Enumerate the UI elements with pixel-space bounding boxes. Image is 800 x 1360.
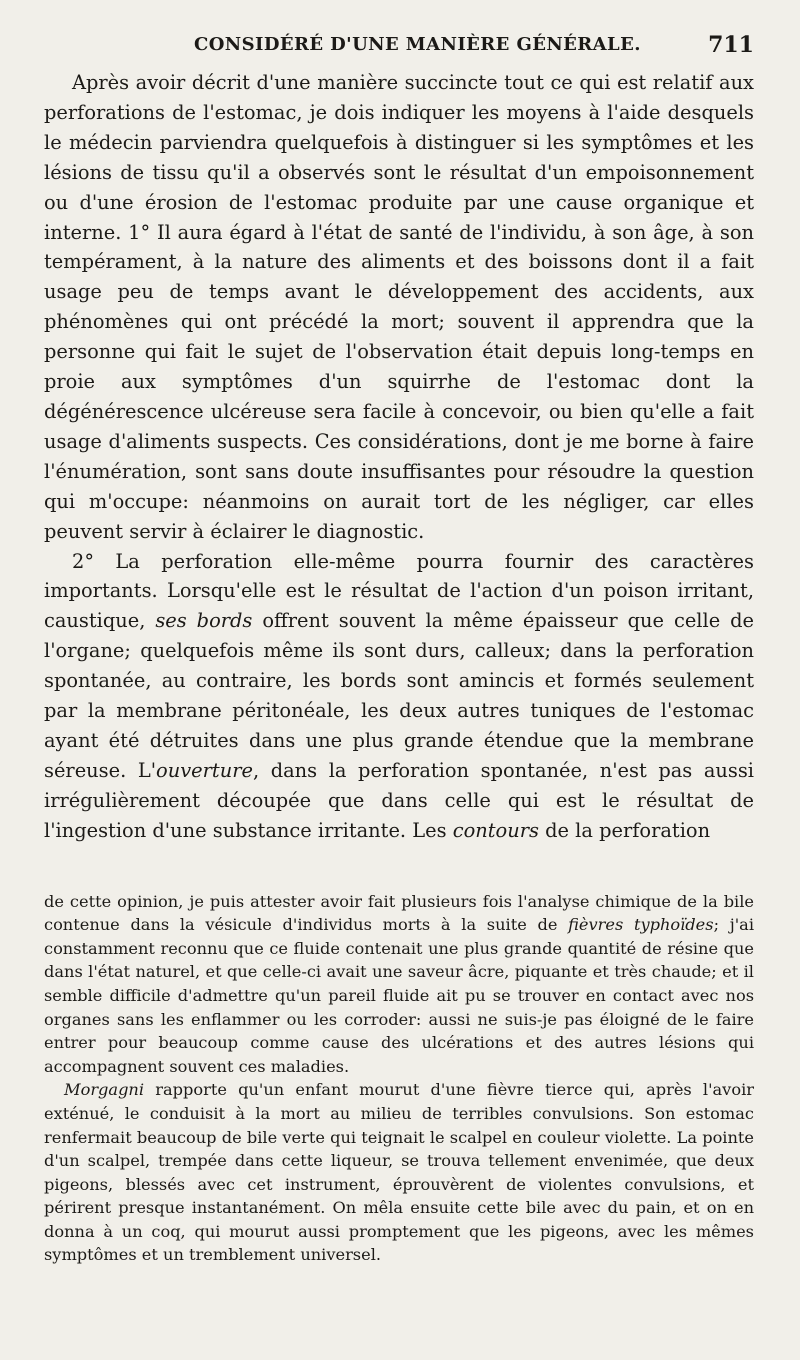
footnotes xyxy=(44,890,754,1268)
running-head: CONSIDÉRÉ D'UNE MANIÈRE GÉNÉRALE. xyxy=(194,34,641,55)
emphasis-ses-bords: ses bords xyxy=(155,609,253,633)
footnote-1-text-b: ; j'ai constamment reconnu que ce fluide contenait une plus grande quantité de résine que dans l'état naturel, et que celle-ci avait une saveur âcre, piquante et très chaude; et il semble difficile d'admettre qu'un pareil fluide ait pu se trouver en contact avec nos organes sans les enflammer ou les corroder: aussi ne suis-je pas éloigné de le faire entrer pour beaucoup comme cause des ulcérations et des autres lésions qui accompagnent souvent ces maladies. xyxy=(44,915,755,1076)
main-text xyxy=(44,68,754,846)
emphasis-morgagni: Morgagni xyxy=(64,1080,145,1100)
paragraph-2-text-b: offrent souvent la même épaisseur que celle de l'organe; quelquefois même ils sont durs, calleux; dans la perforation spontanée, au contraire, les bords sont amincis et formés seulement par la membrane péritonéale, les deux autres tuniques de l'estomac ayant été détruites dans une plus grande étendue que la membrane séreuse. L' xyxy=(44,609,754,782)
footnote-2-text-b: rapporte qu'un enfant mourut d'une fièvre tierce qui, après l'avoir exténué, le conduisit à la mort au milieu de terribles convulsions. Son estomac renfermait beaucoup de bile verte qui teignait le scalpel en couleur violette. La pointe d'un scalpel, trempée dans cette liqueur, se trouva tellement envenimée, que deux pigeons, blessés avec cet instrument, éprouvèrent de violentes convulsions, et périrent presque instantanément. On mêla ensuite cette bile avec du pain, et on en donna à un coq, qui mourut aussi promptement que les pigeons, avec les mêmes symptômes et un tremblement universel. xyxy=(44,1080,754,1265)
paragraph-2-text-c: , dans la perforation spontanée, n'est pas aussi irrégulièrement découpée que dans celle qui est le résultat de l'ingestion d'une substance irritante. Les xyxy=(44,758,754,842)
paragraph-2-text-a: 2° La perforation elle-même pourra fournir des caractères importants. Lorsqu'elle est le résultat de l'action d'un poison irritant, caustique, xyxy=(44,549,754,633)
emphasis-ouverture: ouverture xyxy=(156,758,253,782)
paragraph-2 xyxy=(44,547,754,846)
footnote-1 xyxy=(44,890,754,1079)
emphasis-fievres-typhoides: fièvres typhoïdes xyxy=(568,915,714,935)
emphasis-contours: contours xyxy=(452,818,539,842)
page-header xyxy=(44,34,754,68)
footnote-2 xyxy=(44,1078,754,1267)
footnote-1-text-a: de cette opinion, je puis attester avoir fait plusieurs fois l'analyse chimique de la bile contenue dans la vésicule d'individus morts à la suite de xyxy=(44,891,754,935)
page-number: 711 xyxy=(708,32,754,58)
paragraph-2-text-d: de la perforation xyxy=(538,818,711,842)
paragraph-1: Après avoir décrit d'une manière succincte tout ce qui est relatif aux perforations de l'estomac, je dois indiquer les moyens à l'aide desquels le médecin parviendra quelquefois à distinguer si les symptômes et les lésions de tissu qu'il a observés sont le résultat d'un empoisonnement ou d'une érosion de l'estomac produite par une cause organique et interne. 1° Il aura égard à l'état de santé de l'individu, à son âge, à son tempérament, à la nature des aliments et des boissons dont il a fait usage peu de temps avant le développement des accidents, aux phénomènes qui ont précédé la mort; souvent il apprendra que la personne qui fait le sujet de l'observation était depuis long-temps en proie aux symptômes d'un squirrhe de l'estomac dont la dégénérescence ulcéreuse sera facile à concevoir, ou bien qu'elle a fait usage d'aliments suspects. Ces considérations, dont je me borne à faire l'énumération, sont sans doute insuffisantes pour résoudre la question qui m'occupe: néanmoins on aurait tort de les négliger, car elles peuvent servir à éclairer le diagnostic. xyxy=(44,71,754,543)
